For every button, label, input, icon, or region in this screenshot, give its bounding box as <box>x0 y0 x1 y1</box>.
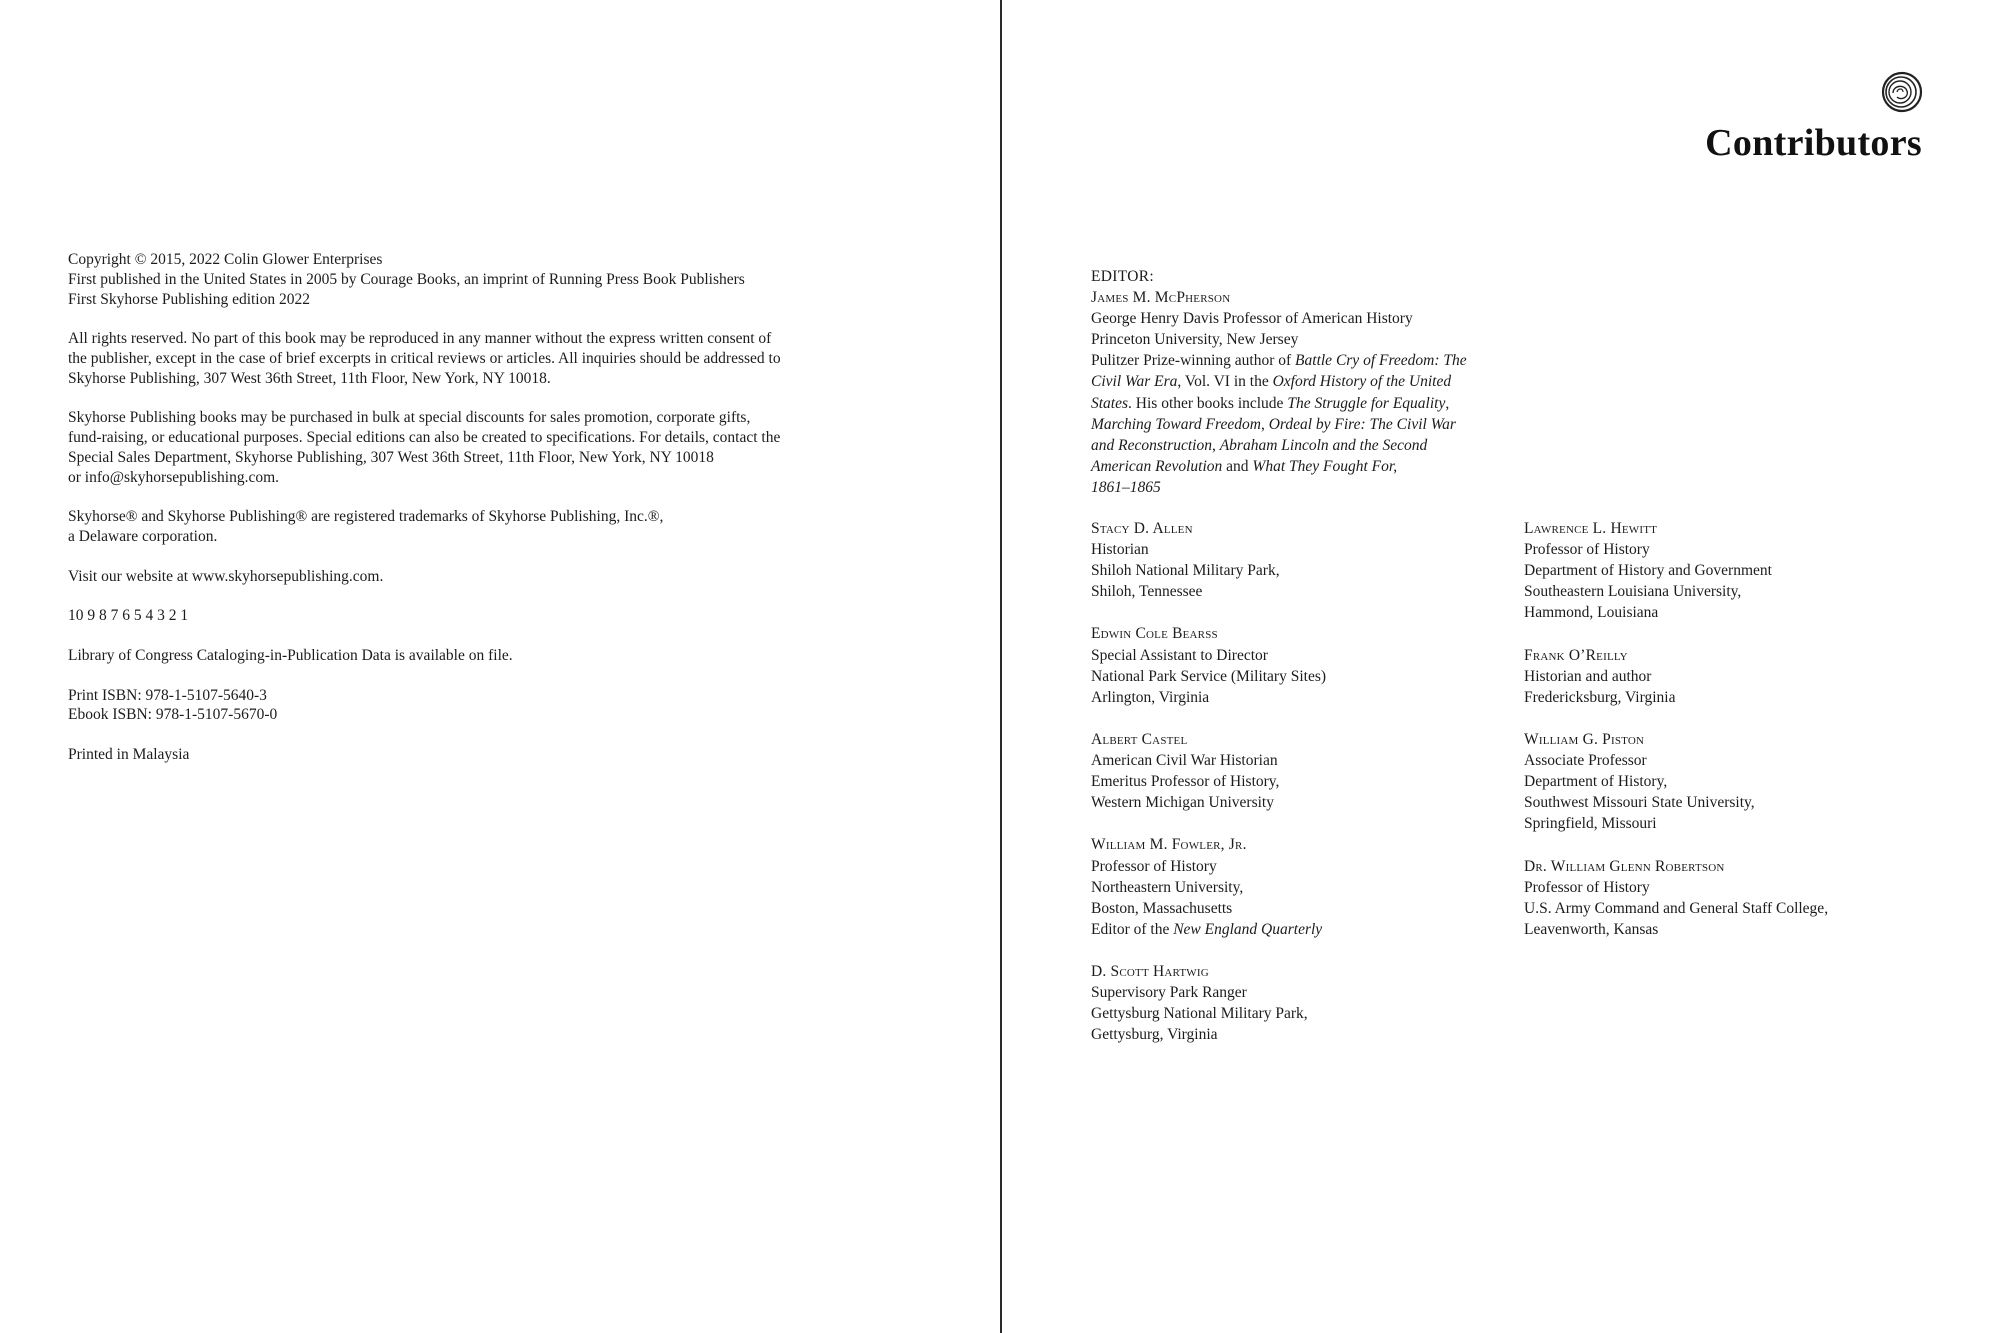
book-title: American Revolution <box>1091 457 1223 475</box>
bio-line <box>1091 350 1521 371</box>
printing-number-line <box>68 606 888 626</box>
bio-line <box>1091 456 1521 477</box>
text-line: Skyhorse® and Skyhorse Publishing® are registered trademarks of Skyhorse Publishing, Inc.®, <box>68 508 664 526</box>
contributor-name: William G. Piston <box>1524 730 1645 748</box>
contributor-detail: Department of History and Government <box>1524 562 1772 580</box>
bio-text: Pulitzer Prize-winning author of <box>1091 352 1296 370</box>
contributor-detail: Special Assistant to Director <box>1091 646 1268 664</box>
print-isbn: Print ISBN: 978-1-5107-5640-3 <box>68 686 267 704</box>
book-title: Abraham Lincoln and the Second <box>1219 436 1428 454</box>
printing-numbers: 10 9 8 7 6 5 4 3 2 1 <box>68 607 189 625</box>
contributor-detail: Northeastern University, <box>1091 878 1244 896</box>
first-published-line: First published in the United States in 2005 by Courage Books, an imprint of Running Press Book Publishers <box>68 270 745 288</box>
book-title: What They Fought For, <box>1252 457 1398 475</box>
contributor-detail: Southwest Missouri State University, <box>1524 794 1755 812</box>
editor-name: James M. McPherson <box>1091 289 1231 307</box>
book-title: and Reconstruction <box>1091 436 1212 454</box>
website-line: Visit our website at www.skyhorsepublishing.com. <box>68 567 384 585</box>
contributor-name: William M. Fowler, Jr. <box>1091 836 1247 854</box>
contributor-detail: Shiloh, Tennessee <box>1091 583 1203 601</box>
printed-in-line: Printed in Malaysia <box>68 745 190 763</box>
page-title: Contributors <box>1705 122 1922 164</box>
cip-line: Library of Congress Cataloging-in-Publication Data is available on file. <box>68 646 513 664</box>
book-title: Civil War Era <box>1091 373 1178 391</box>
contributor-name: Frank O’Reilly <box>1524 646 1628 664</box>
contributor-detail: Fredericksburg, Virginia <box>1524 688 1676 706</box>
copyright-block <box>68 250 888 785</box>
editor-affiliation-line: Princeton University, New Jersey <box>1091 331 1299 349</box>
trademark-paragraph <box>68 507 888 547</box>
book-title: Battle Cry of Freedom: The <box>1295 352 1467 370</box>
contributor-detail: Professor of History <box>1091 857 1217 875</box>
contributor-detail: Professor of History <box>1524 878 1650 896</box>
publication-title: New England Quarterly <box>1173 920 1323 938</box>
text-line: Special Sales Department, Skyhorse Publishing, 307 West 36th Street, 11th Floor, New York, NY 10018 <box>68 448 714 466</box>
contributor-entry <box>1091 623 1491 707</box>
contributor-entry <box>1091 834 1491 939</box>
contributor-entry <box>1524 856 1944 940</box>
contributor-detail: Arlington, Virginia <box>1091 688 1210 706</box>
bio-text: , <box>1445 394 1450 412</box>
contributor-detail: National Park Service (Military Sites) <box>1091 667 1327 685</box>
contributor-detail <box>1091 919 1491 940</box>
text-line: All rights reserved. No part of this book may be reproduced in any manner without the express written consent of <box>68 330 772 348</box>
website-paragraph <box>68 567 888 587</box>
contributor-detail: Supervisory Park Ranger <box>1091 984 1247 1002</box>
book-title: Marching Toward Freedom <box>1091 415 1261 433</box>
bio-text: , <box>1211 436 1220 454</box>
text-line: Skyhorse Publishing, 307 West 36th Street, 11th Floor, New York, NY 10018. <box>68 369 551 387</box>
contributor-detail: Historian and author <box>1524 667 1652 685</box>
editor-title-line: George Henry Davis Professor of American History <box>1091 310 1413 328</box>
ebook-isbn: Ebook ISBN: 978-1-5107-5670-0 <box>68 706 278 724</box>
contributors-column-right <box>1524 518 1944 961</box>
bio-line <box>1091 435 1521 456</box>
contributor-detail: U.S. Army Command and General Staff College, <box>1524 899 1829 917</box>
editor-label: EDITOR: <box>1091 268 1154 285</box>
printed-in-paragraph <box>68 745 888 765</box>
bio-text: , <box>1260 415 1269 433</box>
contributor-detail: Department of History, <box>1524 773 1668 791</box>
text-line: fund-raising, or educational purposes. Special editions can also be created to specifications. For details, contact the <box>68 429 781 447</box>
edition-line: First Skyhorse Publishing edition 2022 <box>68 290 310 308</box>
bio-line <box>1091 371 1521 392</box>
bulk-sales-paragraph <box>68 408 888 487</box>
copyright-line: Copyright © 2015, 2022 Colin Glower Enterprises <box>68 251 383 268</box>
detail-text: Editor of the <box>1091 920 1174 938</box>
contributor-detail: Gettysburg National Military Park, <box>1091 1005 1308 1023</box>
book-title: 1861–1865 <box>1091 478 1161 496</box>
bio-text: and <box>1222 457 1253 475</box>
contributor-detail: Historian <box>1091 541 1149 559</box>
contributor-entry <box>1524 645 1944 708</box>
contributor-detail: American Civil War Historian <box>1091 752 1278 770</box>
contributor-detail: Shiloh National Military Park, <box>1091 562 1280 580</box>
contributor-entry <box>1091 961 1491 1045</box>
contributor-name: Albert Castel <box>1091 730 1188 748</box>
editor-block <box>1091 266 1521 498</box>
contributor-detail: Emeritus Professor of History, <box>1091 773 1280 791</box>
bio-line <box>1091 414 1521 435</box>
text-line: a Delaware corporation. <box>68 528 218 546</box>
contributor-entry <box>1091 518 1491 602</box>
contributor-name: Edwin Cole Bearss <box>1091 625 1218 643</box>
text-line: or info@skyhorsepublishing.com. <box>68 468 280 486</box>
contributor-detail: Gettysburg, Virginia <box>1091 1026 1218 1044</box>
contributor-entry <box>1091 729 1491 813</box>
text-line: the publisher, except in the case of brief excerpts in critical reviews or articles. All inquiries should be addressed to <box>68 349 781 367</box>
contributor-detail: Professor of History <box>1524 541 1650 559</box>
contributor-name: Dr. William Glenn Robertson <box>1524 857 1725 875</box>
text-line: Skyhorse Publishing books may be purchased in bulk at special discounts for sales promotion, corporate gifts, <box>68 409 751 427</box>
book-title: The Struggle for Equality <box>1287 394 1446 412</box>
contributor-detail: Southeastern Louisiana University, <box>1524 583 1742 601</box>
bio-text: , Vol. VI in the <box>1177 373 1273 391</box>
spiral-ornament-icon <box>1881 71 1923 113</box>
editor-bio <box>1091 350 1521 498</box>
bio-line <box>1091 393 1521 414</box>
isbn-paragraph <box>68 686 888 726</box>
contributor-detail: Hammond, Louisiana <box>1524 604 1659 622</box>
book-title: Oxford History of the United <box>1272 373 1452 391</box>
contributor-detail: Western Michigan University <box>1091 794 1274 812</box>
bio-text: . His other books include <box>1128 394 1288 412</box>
contributor-name: Lawrence L. Hewitt <box>1524 520 1658 537</box>
cip-paragraph <box>68 646 888 666</box>
contributor-detail: Associate Professor <box>1524 752 1647 770</box>
book-title: Ordeal by Fire: The Civil War <box>1268 415 1456 433</box>
contributor-name: D. Scott Hartwig <box>1091 962 1209 980</box>
page-gutter <box>1000 0 1002 1333</box>
contributor-name: Stacy D. Allen <box>1091 520 1193 537</box>
copyright-paragraph <box>68 250 888 309</box>
book-title: States <box>1091 394 1129 412</box>
contributor-detail: Boston, Massachusetts <box>1091 899 1233 917</box>
rights-paragraph <box>68 329 888 388</box>
bio-line <box>1091 477 1521 498</box>
contributor-entry <box>1524 729 1944 834</box>
contributor-detail: Springfield, Missouri <box>1524 815 1657 833</box>
contributor-detail: Leavenworth, Kansas <box>1524 920 1659 938</box>
contributor-entry <box>1524 518 1944 623</box>
contributors-column-left <box>1091 518 1491 1066</box>
